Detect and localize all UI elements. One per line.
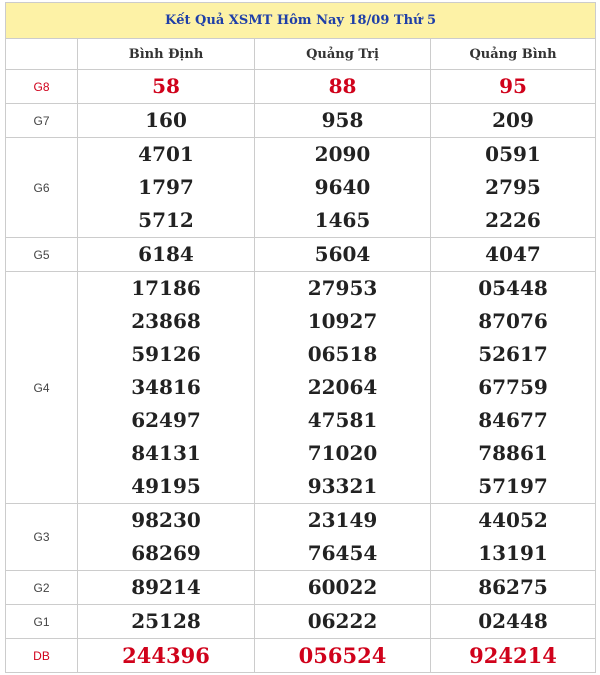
province-cell <box>78 504 255 571</box>
prize-row-g2 <box>6 571 596 605</box>
winning-number: 76454 <box>307 541 378 565</box>
winning-number: 1797 <box>138 175 194 199</box>
province-cell <box>255 70 431 104</box>
winning-number: 4701 <box>138 142 194 166</box>
table-title: Kết Quả XSMT Hôm Nay 18/09 Thứ 5 <box>6 3 596 39</box>
winning-number: 78861 <box>478 441 548 465</box>
winning-number: 209 <box>492 108 534 132</box>
prize-label: G7 <box>6 104 78 138</box>
province-cell <box>255 571 431 605</box>
winning-number: 25128 <box>131 609 201 633</box>
winning-number: 23868 <box>131 309 201 333</box>
winning-number: 9640 <box>314 175 371 199</box>
winning-number: 84131 <box>131 441 201 465</box>
prize-label: G2 <box>6 571 78 605</box>
winning-number: 71020 <box>307 441 378 465</box>
province-cell <box>431 639 596 673</box>
province-cell <box>78 605 255 639</box>
prize-row-g1 <box>6 605 596 639</box>
prize-label: G8 <box>6 70 78 104</box>
winning-number: 27953 <box>307 276 378 300</box>
winning-number: 60022 <box>307 575 378 599</box>
winning-number: 95 <box>499 74 527 98</box>
winning-number: 2090 <box>314 142 371 166</box>
winning-number: 93321 <box>307 474 378 498</box>
winning-number: 5604 <box>314 242 371 266</box>
province-cell <box>431 272 596 504</box>
prize-row-g5 <box>6 238 596 272</box>
province-cell <box>431 238 596 272</box>
prize-label: DB <box>6 639 78 673</box>
winning-number: 22064 <box>307 375 378 399</box>
winning-number: 47581 <box>307 408 378 432</box>
prize-label: G1 <box>6 605 78 639</box>
prize-row-db <box>6 639 596 673</box>
province-cell <box>78 639 255 673</box>
prize-row-g7 <box>6 104 596 138</box>
province-cell <box>78 70 255 104</box>
prize-rows <box>6 70 596 673</box>
prize-row-g4 <box>6 272 596 504</box>
prize-row-g3 <box>6 504 596 571</box>
province-cell <box>78 238 255 272</box>
winning-number: 2795 <box>485 175 541 199</box>
winning-number: 06518 <box>307 342 378 366</box>
province-cell <box>78 138 255 238</box>
winning-number: 924214 <box>469 643 557 668</box>
province-cell <box>255 639 431 673</box>
province-cell <box>255 138 431 238</box>
prize-label: G3 <box>6 504 78 571</box>
winning-number: 57197 <box>478 474 548 498</box>
province-header: Bình Định <box>78 39 255 70</box>
winning-number: 13191 <box>478 541 548 565</box>
province-cell <box>431 138 596 238</box>
winning-number: 2226 <box>485 208 541 232</box>
prize-row-g6 <box>6 138 596 238</box>
winning-number: 4047 <box>485 242 541 266</box>
province-cell <box>431 571 596 605</box>
winning-number: 62497 <box>131 408 201 432</box>
province-cell <box>431 605 596 639</box>
province-cell <box>255 504 431 571</box>
winning-number: 68269 <box>131 541 201 565</box>
winning-number: 86275 <box>478 575 548 599</box>
winning-number: 5712 <box>138 208 194 232</box>
lottery-results-table <box>5 2 596 673</box>
winning-number: 6184 <box>138 242 194 266</box>
province-cell <box>431 104 596 138</box>
prize-label: G5 <box>6 238 78 272</box>
winning-number: 06222 <box>307 609 378 633</box>
province-cell <box>255 238 431 272</box>
winning-number: 958 <box>321 108 364 132</box>
prize-label: G6 <box>6 138 78 238</box>
prize-label: G4 <box>6 272 78 504</box>
winning-number: 17186 <box>131 276 201 300</box>
province-header: Quảng Trị <box>255 39 431 70</box>
results-container <box>5 2 595 672</box>
winning-number: 84677 <box>478 408 548 432</box>
prize-header-empty <box>6 39 78 70</box>
winning-number: 49195 <box>131 474 201 498</box>
winning-number: 05448 <box>478 276 548 300</box>
province-cell <box>255 605 431 639</box>
province-header-row <box>6 39 596 70</box>
winning-number: 87076 <box>478 309 548 333</box>
province-header: Quảng Bình <box>431 39 596 70</box>
winning-number: 34816 <box>131 375 201 399</box>
winning-number: 89214 <box>131 575 201 599</box>
winning-number: 88 <box>328 74 357 98</box>
winning-number: 52617 <box>478 342 548 366</box>
winning-number: 244396 <box>122 643 210 668</box>
winning-number: 44052 <box>478 508 548 532</box>
province-cell <box>78 272 255 504</box>
province-cell <box>255 272 431 504</box>
winning-number: 58 <box>152 74 180 98</box>
winning-number: 02448 <box>478 609 548 633</box>
winning-number: 23149 <box>307 508 378 532</box>
winning-number: 98230 <box>131 508 201 532</box>
province-cell <box>78 104 255 138</box>
winning-number: 67759 <box>478 375 548 399</box>
province-cell <box>431 504 596 571</box>
province-cell <box>431 70 596 104</box>
province-cell <box>78 571 255 605</box>
winning-number: 160 <box>145 108 187 132</box>
winning-number: 59126 <box>131 342 201 366</box>
title-row <box>6 3 596 39</box>
province-cell <box>255 104 431 138</box>
winning-number: 1465 <box>314 208 371 232</box>
winning-number: 0591 <box>485 142 541 166</box>
prize-row-g8 <box>6 70 596 104</box>
winning-number: 10927 <box>307 309 378 333</box>
winning-number: 056524 <box>298 643 387 668</box>
